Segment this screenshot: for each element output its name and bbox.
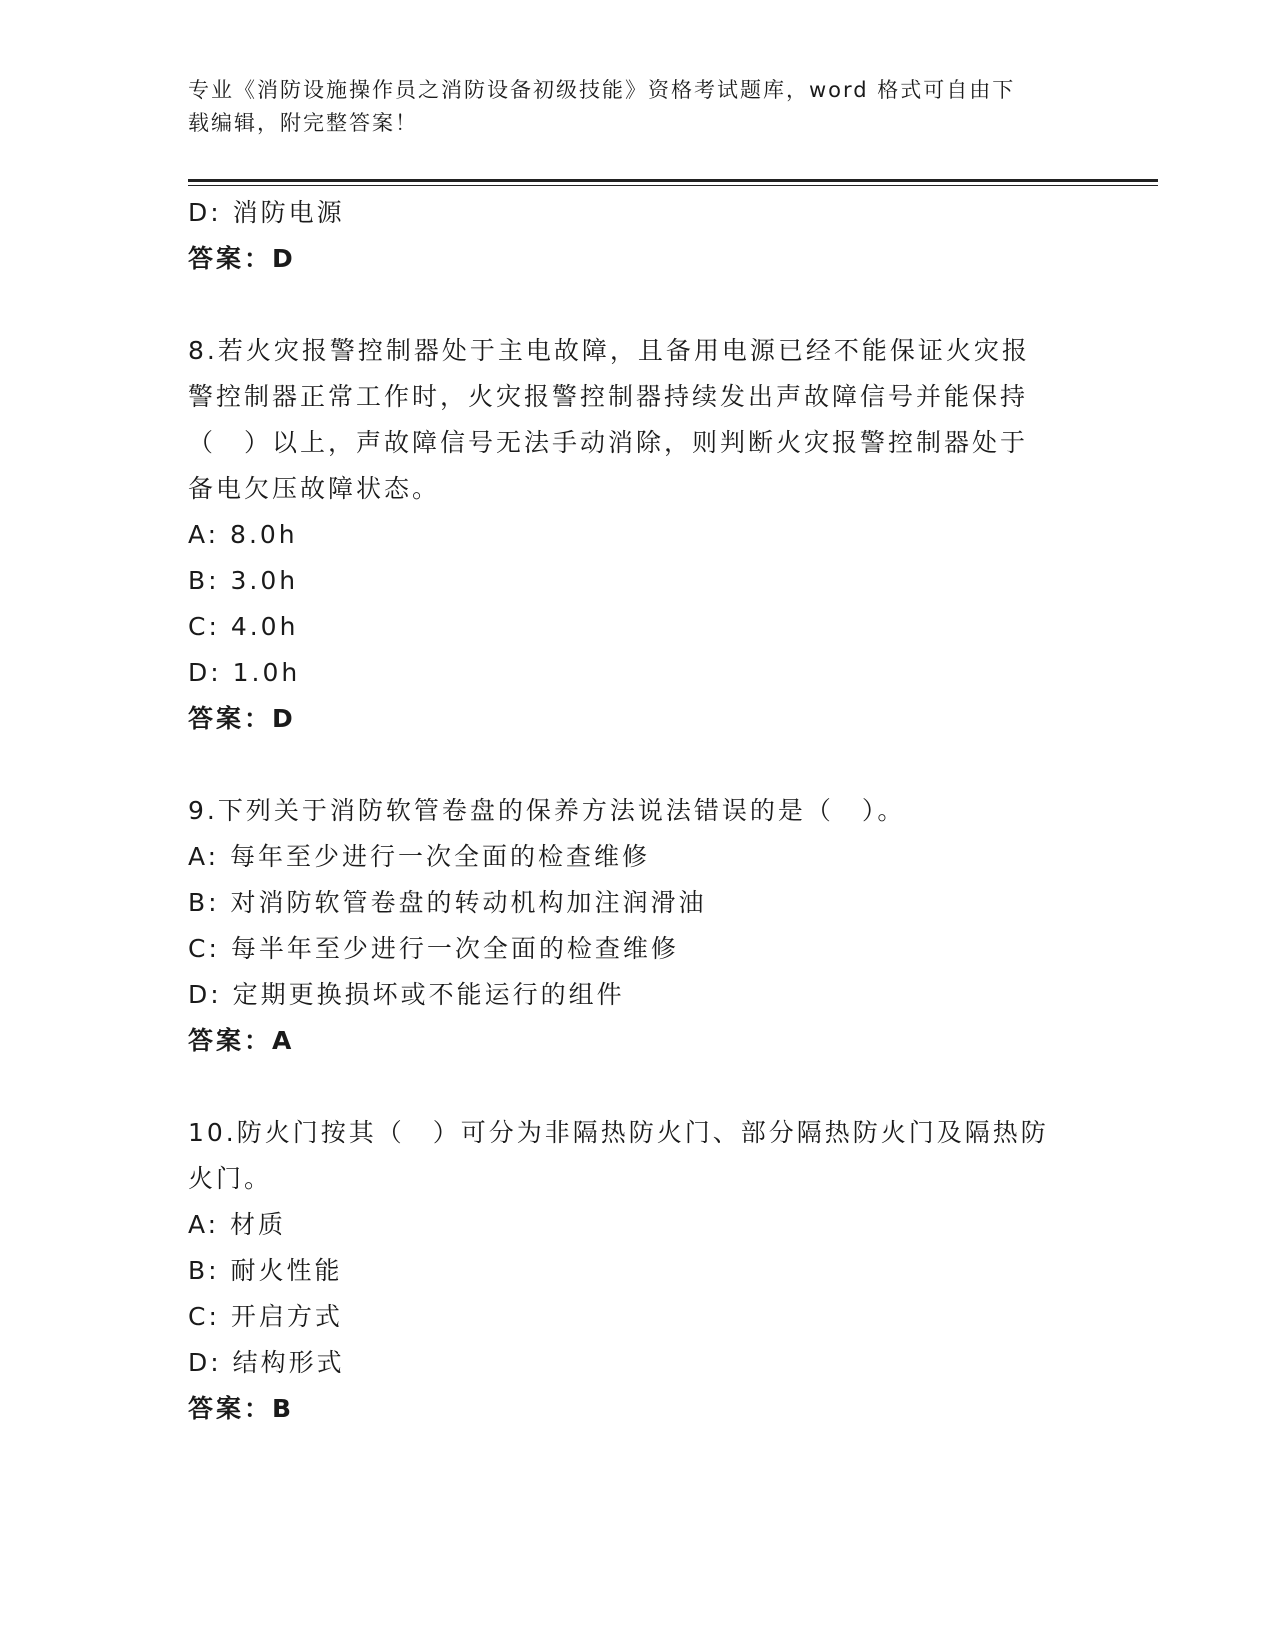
- header-line-2: 载编辑，附完整答案！: [188, 111, 418, 135]
- question-text: 8.若火灾报警控制器处于主电故障，且备用电源已经不能保证火灾报: [188, 336, 1030, 365]
- option-c: C: 4.0h: [188, 612, 299, 641]
- option-b: B: 耐火性能: [188, 1256, 343, 1285]
- question-text: 警控制器正常工作时，火灾报警控制器持续发出声故障信号并能保持: [188, 382, 1029, 411]
- option-a: A: 8.0h: [188, 520, 298, 549]
- option-a: A: 材质: [188, 1210, 287, 1239]
- option-d: D: 消防电源: [188, 198, 345, 227]
- question-9: [188, 788, 1088, 1064]
- answer: 答案：D: [188, 704, 296, 733]
- option-b: B: 对消防软管卷盘的转动机构加注润滑油: [188, 888, 707, 917]
- spacer: [188, 1064, 1088, 1110]
- question-text: 10.防火门按其（ ）可分为非隔热防火门、部分隔热防火门及隔热防: [188, 1118, 1049, 1147]
- header-divider-thick: [188, 179, 1158, 182]
- spacer: [188, 282, 1088, 328]
- option-a: A: 每年至少进行一次全面的检查维修: [188, 842, 651, 871]
- option-b: B: 3.0h: [188, 566, 299, 595]
- question-text: （ ）以上，声故障信号无法手动消除，则判断火灾报警控制器处于: [188, 428, 1029, 457]
- question-text: 火门。: [188, 1164, 273, 1193]
- spacer: [188, 742, 1088, 788]
- question-text: 9.下列关于消防软管卷盘的保养方法说法错误的是（ ）。: [188, 796, 906, 825]
- option-c: C: 每半年至少进行一次全面的检查维修: [188, 934, 679, 963]
- option-d: D: 1.0h: [188, 658, 301, 687]
- question-content: [188, 190, 1088, 1432]
- option-d: D: 结构形式: [188, 1348, 345, 1377]
- answer: 答案：A: [188, 1026, 295, 1055]
- header-divider-thin: [188, 185, 1158, 186]
- header-line-1: 专业《消防设施操作员之消防设备初级技能》资格考试题库，word 格式可自由下: [188, 78, 1016, 102]
- option-d: D: 定期更换损坏或不能运行的组件: [188, 980, 625, 1009]
- answer: 答案：D: [188, 244, 296, 273]
- option-c: C: 开启方式: [188, 1302, 343, 1331]
- question-text: 备电欠压故障状态。: [188, 474, 441, 503]
- answer: 答案：B: [188, 1394, 295, 1423]
- question-10: [188, 1110, 1088, 1432]
- question-8: [188, 328, 1088, 742]
- document-header: [188, 74, 1088, 140]
